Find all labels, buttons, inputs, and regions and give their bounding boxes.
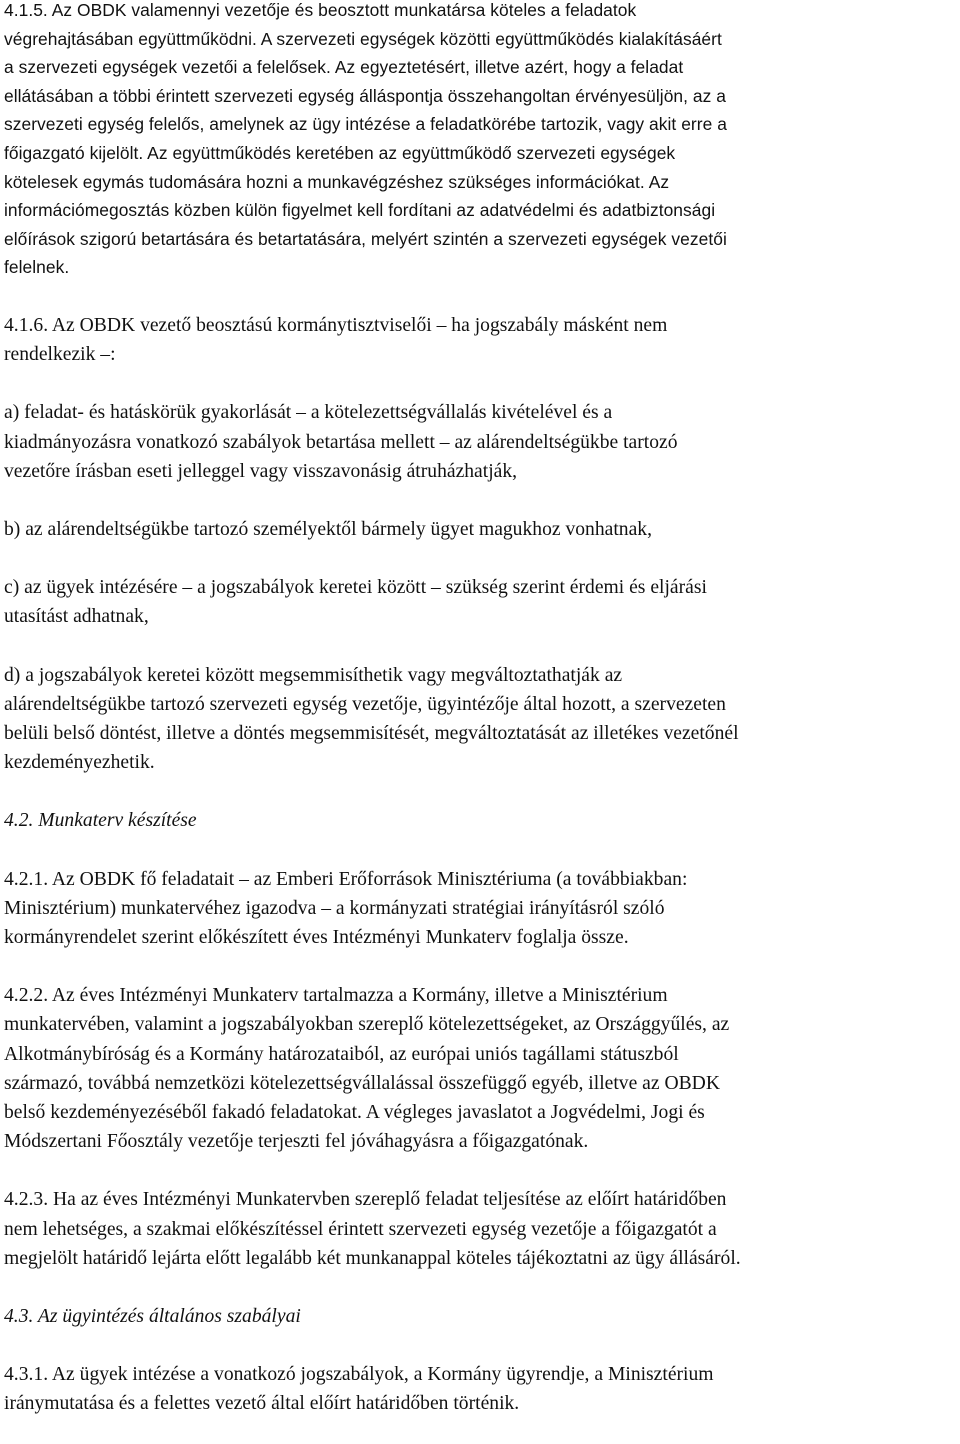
text-line: rendelkezik ‒: (4, 344, 116, 366)
paragraph-gap (4, 1273, 956, 1302)
paragraph-4-1-6-d (4, 661, 956, 778)
paragraph-4-1-6-b (4, 515, 956, 544)
text-line: főigazgató kijelölt. Az együttműködés keretében az együttműködő szervezeti egységek (4, 142, 676, 163)
paragraph-gap (4, 777, 956, 806)
section-heading-4-3 (4, 1302, 956, 1331)
paragraph-gap (4, 952, 956, 981)
text-line: iránymutatása és a felettes vezető által előírt határidőben történik. (4, 1393, 520, 1415)
text-line: 4.2.1. Az OBDK fő feladatait ‒ az Emberi Erőforrások Minisztériuma (a továbbiakban: (4, 868, 688, 890)
heading-text: 4.3. Az ügyintézés általános szabályai (4, 1306, 301, 1328)
text-line: Alkotmánybíróság és a Kormány határozataiból, az európai uniós tagállami státuszból (4, 1043, 679, 1065)
paragraph-gap (4, 544, 956, 573)
text-line: b) az alárendeltségükbe tartozó személyektől bármely ügyet magukhoz vonhatnak, (4, 518, 652, 540)
paragraph-gap (4, 282, 956, 311)
text-line: belső kezdeményezéséből fakadó feladatokat. A végleges javaslatot a Jogvédelmi, Jogi és (4, 1102, 705, 1123)
text-line: alárendeltségükbe tartozó szervezeti egység vezetője, ügyintézője által hozott, a szervezeten (4, 693, 726, 715)
paragraph-4-2-1 (4, 865, 956, 953)
section-heading-4-2 (4, 806, 956, 835)
text-line: 4.1.6. Az OBDK vezető beosztású kormánytisztviselői ‒ ha jogszabály másként nem (4, 314, 668, 336)
text-line: információmegosztás közben külön figyelmet kell fordítani az adatvédelmi és adatbiztonsági (4, 200, 716, 221)
text-line: utasítást adhatnak, (4, 606, 149, 628)
text-line: c) az ügyek intézésére ‒ a jogszabályok keretei között ‒ szükség szerint érdemi és eljárási (4, 577, 707, 599)
paragraph-gap (4, 836, 956, 865)
paragraph-4-1-6-c (4, 573, 956, 631)
text-line: ellátásában a többi érintett szervezeti egység álláspontja összehangoltan érvényesüljön, az a (4, 85, 726, 106)
text-line: Minisztérium) munkatervéhez igazodva ‒ a kormányzati stratégiai irányításról szóló (4, 897, 665, 919)
text-line: 4.3.1. Az ügyek intézése a vonatkozó jogszabályok, a Kormány ügyrendje, a Minisztérium (4, 1364, 714, 1386)
text-line: kötelesek egymás tudomására hozni a munkavégzéshez szükséges információkat. Az (4, 171, 670, 192)
text-line: a) feladat- és hatáskörük gyakorlását ‒ a kötelezettségvállalás kivételével és a (4, 402, 613, 424)
paragraph-gap (4, 369, 956, 398)
text-line: 4.2.2. Az éves Intézményi Munkaterv tartalmazza a Kormány, illetve a Minisztérium (4, 985, 668, 1007)
paragraph-4-2-2 (4, 981, 956, 1156)
text-line: 4.1.5. Az OBDK valamennyi vezetője és beosztott munkatársa köteles a feladatok (4, 0, 637, 20)
text-line: felelnek. (4, 257, 70, 278)
text-line: munkatervében, valamint a jogszabályokban szereplő kötelezettségeket, az Országgyűlés, az (4, 1014, 730, 1036)
document-page (4, 0, 956, 1419)
text-line: származó, továbbá nemzetközi kötelezettségvállalással összefüggő egyéb, illetve az OBDK (4, 1072, 720, 1094)
text-line: d) a jogszabályok keretei között megsemmisíthetik vagy megváltoztathatják az (4, 664, 623, 686)
text-line: kiadmányozásra vonatkozó szabályok betartása mellett ‒ az alárendeltségükbe tartozó (4, 431, 678, 453)
paragraph-4-1-6 (4, 311, 956, 369)
text-line: vezetőre írásban eseti jelleggel vagy visszavonásig átruházhatják, (4, 460, 518, 482)
paragraph-4-2-3 (4, 1185, 956, 1273)
text-line: belüli belső döntést, illetve a döntés megsemmisítését, megváltoztatását az illetékes vezetőnél (4, 722, 739, 744)
paragraph-gap (4, 486, 956, 515)
text-line: Módszertani Főosztály vezetője terjeszti fel jóváhagyásra a főigazgatónak. (4, 1131, 589, 1153)
heading-text: 4.2. Munkaterv készítése (4, 810, 197, 832)
text-line: nem lehetséges, a szakmai előkészítéssel érintett szervezeti egység vezetője a főigazgatót a (4, 1218, 717, 1240)
text-line: kezdeményezhetik. (4, 752, 155, 774)
text-line: 4.2.3. Ha az éves Intézményi Munkatervben szereplő feladat teljesítése az előírt határidőben (4, 1189, 727, 1211)
paragraph-4-3-1 (4, 1360, 956, 1418)
text-line: a szervezeti egységek vezetői a felelősek. Az egyeztetésért, illetve azért, hogy a feladat (4, 57, 684, 78)
text-line: megjelölt határidő lejárta előtt legalább két munkanappal köteles tájékoztatni az ügy állásáról. (4, 1247, 741, 1269)
paragraph-gap (4, 1156, 956, 1185)
text-line: szervezeti egység felelős, amelynek az ügy intézése a feladatkörébe tartozik, vagy akit erre a (4, 114, 727, 135)
paragraph-4-1-6-a (4, 398, 956, 486)
paragraph-4-1-5 (4, 0, 956, 282)
paragraph-gap (4, 632, 956, 661)
text-line: kormányrendelet szerint előkészített éves Intézményi Munkaterv foglalja össze. (4, 926, 629, 948)
text-line: végrehajtásában együttműködni. A szervezeti egységek közötti együttműködés kialakításáért (4, 28, 722, 49)
text-line: előírások szigorú betartására és betartatására, melyért szintén a szervezeti egységek vezetői (4, 228, 727, 249)
paragraph-gap (4, 1331, 956, 1360)
